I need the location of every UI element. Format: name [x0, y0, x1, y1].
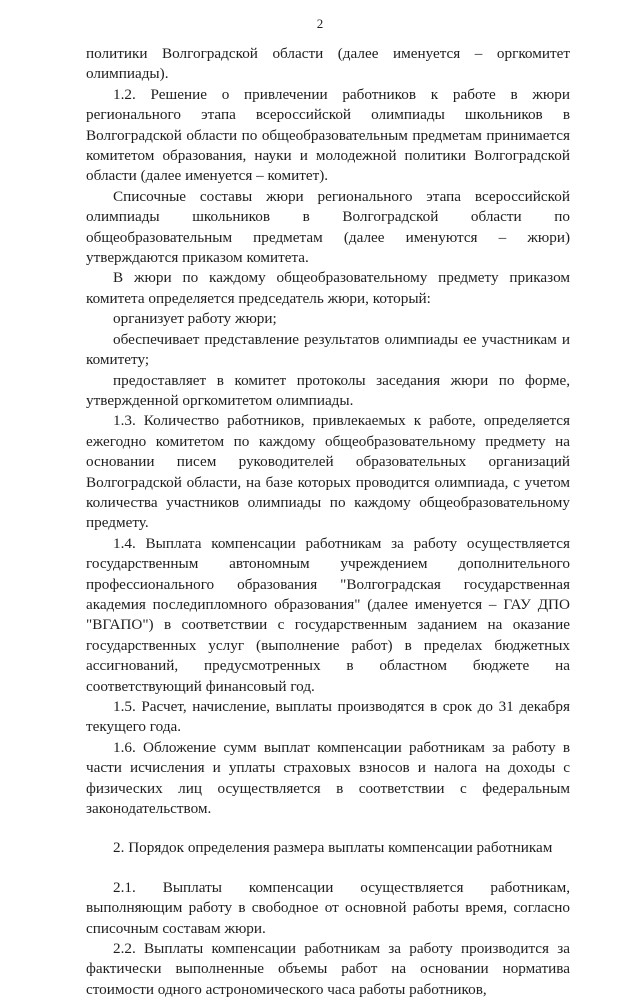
paragraph-continuation: политики Волгоградской области (далее именуется – оргкомитет олимпиады). — [86, 45, 570, 83]
paragraph-submits-protocols: предоставляет в комитет протоколы заседания жюри по форме, утвержденной оргкомитетом олимпиады. — [86, 371, 570, 409]
paragraph-jury-lists: Списочные составы жюри регионального этапа всероссийской олимпиады школьников в Волгоградской области по общеобразовательным предметам (далее именуются – жюри) утверждаются приказом комитета. — [86, 187, 570, 267]
paragraph-1-3: 1.3. Количество работников, привлекаемых к работе, определяется ежегодно комитетом по каждому общеобразовательному предмету на основании писем руководителей образовательных организаций Волгоградской области, на базе которых проводится олимпиада, с учетом количества участников олимпиады по каждому общеобразовательному предмету. — [86, 412, 570, 532]
paragraph-provides-results: обеспечивает представление результатов олимпиады ее участникам и комитету; — [86, 330, 570, 369]
paragraph-1-6: 1.6. Обложение сумм выплат компенсации работникам за работу в части исчисления и уплаты страховых взносов и налога на доходы с физических лиц осуществляется в соответствии с федеральным законодательством. — [86, 738, 570, 818]
paragraph-jury-chair: В жюри по каждому общеобразовательному предмету приказом комитета определяется председатель жюри, который: — [86, 269, 570, 307]
page-number: 2 — [316, 16, 324, 31]
paragraph-1-2: 1.2. Решение о привлечении работников к работе в жюри регионального этапа всероссийской олимпиады школьников в Волгоградской области по общеобразовательным предметам принимается комитетом образования, науки и молодежной политики Волгоградской области (далее именуется – комитет). — [86, 85, 570, 185]
document-body — [86, 44, 570, 1000]
paragraph-2-1: 2.1. Выплаты компенсации осуществляется работникам, выполняющим работу в свободное от основной работы время, согласно списочным составам жюри. — [86, 878, 570, 937]
paragraph-1-4: 1.4. Выплата компенсации работникам за работу осуществляется государственным автономным учреждением дополнительного профессионального образования "Волгоградская государственная академия последипломного образования" (далее именуется – ГАУ ДПО "ВГАПО") в соответствии с государственным заданием на оказание государственных услуг (выполнение работ) в пределах бюджетных ассигнований, предусмотренных в областном бюджете на соответствующий финансовый год. — [86, 534, 570, 695]
paragraph-1-5: 1.5. Расчет, начисление, выплаты производятся в срок до 31 декабря текущего года. — [86, 698, 570, 736]
paragraph-2-2: 2.2. Выплаты компенсации работникам за работу производится за фактически выполненные объемы работ на основании норматива стоимости одного астрономического часа работы работников, — [86, 940, 570, 998]
section-heading: 2. Порядок определения размера выплаты компенсации работникам — [113, 839, 553, 857]
paragraph-organizes-work: организует работу жюри; — [113, 310, 277, 328]
